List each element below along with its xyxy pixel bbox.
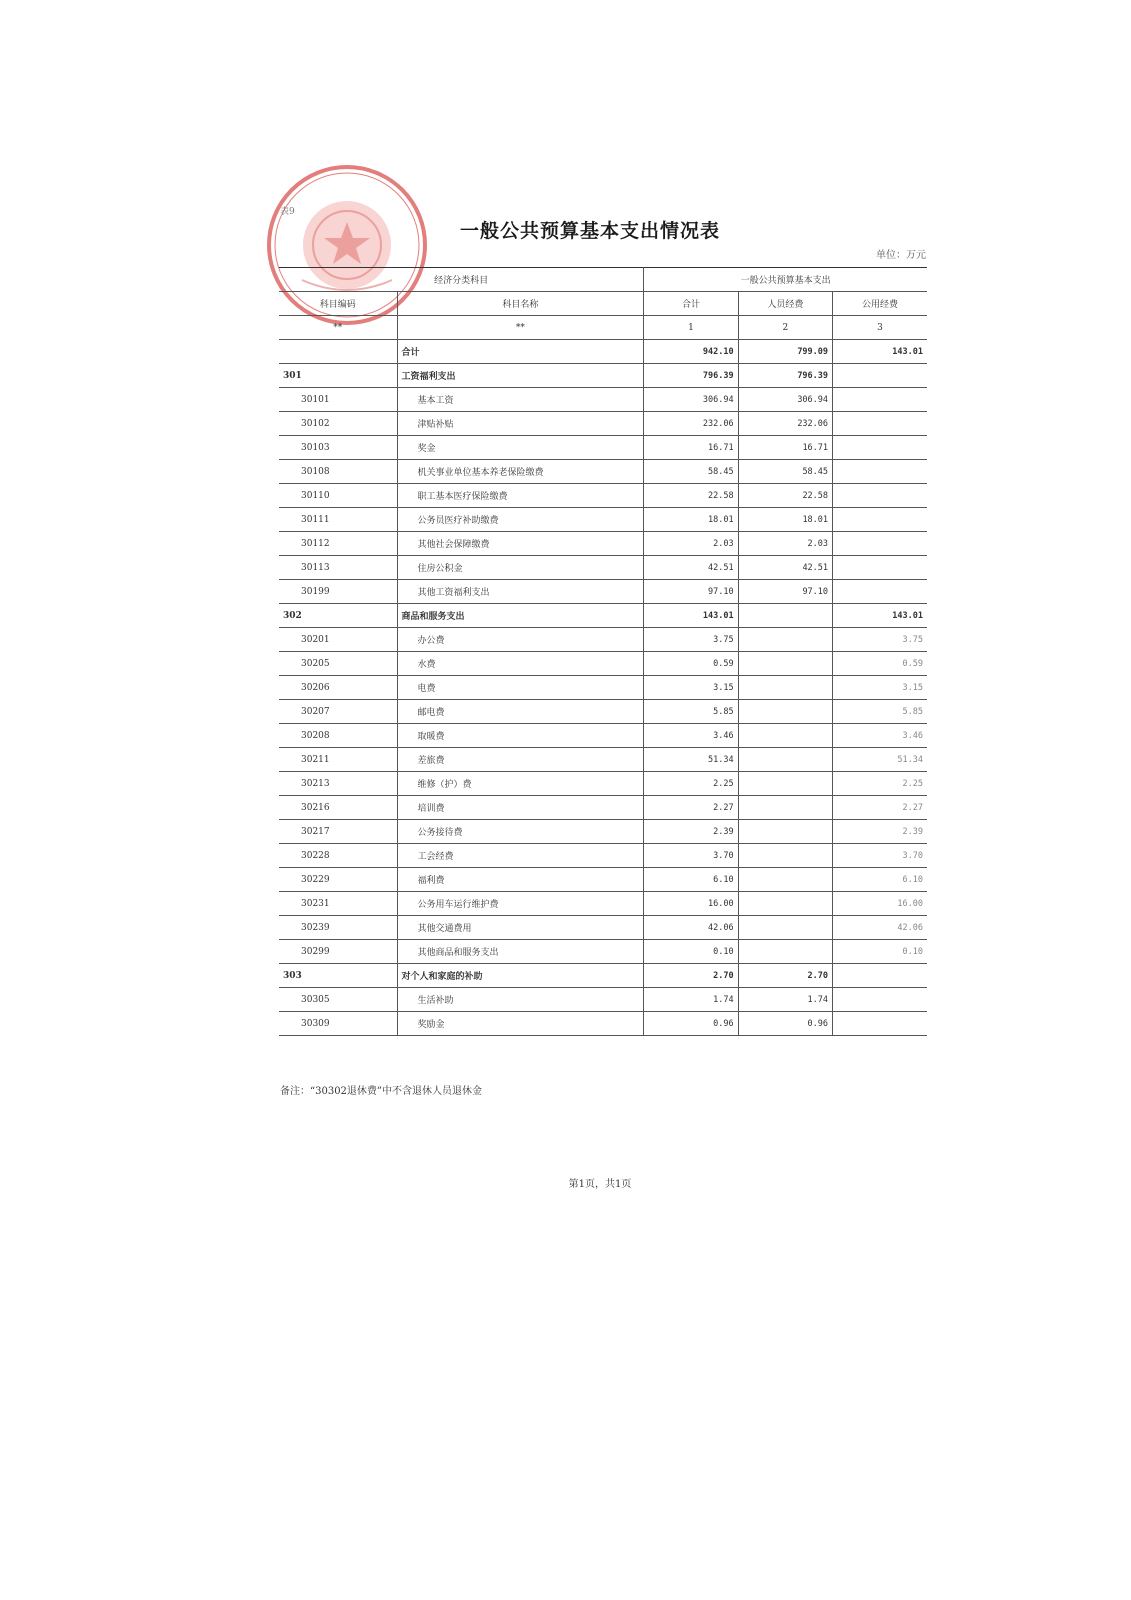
total-cell: 2.03 (644, 532, 738, 556)
total-personnel-cell: 799.09 (738, 340, 832, 364)
personnel-cell: 97.10 (738, 580, 832, 604)
total-cell: 0.96 (644, 1012, 738, 1036)
table-row (279, 412, 927, 436)
col-header-total: 合计 (644, 292, 738, 316)
public-cell (833, 988, 927, 1012)
code-cell: 301 (279, 364, 397, 388)
sheet-id: 表9 (280, 207, 295, 217)
code-cell: 30211 (279, 748, 397, 772)
personnel-cell (738, 700, 832, 724)
public-cell (833, 580, 927, 604)
name-cell: 基本工资 (397, 388, 644, 412)
name-cell: 其他商品和服务支出 (397, 940, 644, 964)
column-header-row (279, 292, 927, 316)
name-cell: 其他交通费用 (397, 916, 644, 940)
personnel-cell (738, 892, 832, 916)
page-number: 第1页，共1页 (568, 1179, 632, 1190)
page-title: 一般公共预算基本支出情况表 (459, 220, 720, 242)
name-cell: 福利费 (397, 868, 644, 892)
code-cell: 30103 (279, 436, 397, 460)
total-code-cell (279, 340, 397, 364)
group-header-row (279, 268, 927, 292)
total-cell: 58.45 (644, 460, 738, 484)
index-cell: ** (279, 316, 397, 340)
name-cell: 住房公积金 (397, 556, 644, 580)
index-row (279, 316, 927, 340)
total-cell: 232.06 (644, 412, 738, 436)
total-public-cell: 143.01 (833, 340, 927, 364)
total-cell: 5.85 (644, 700, 738, 724)
name-cell: 电费 (397, 676, 644, 700)
col-header-public: 公用经费 (833, 292, 927, 316)
total-cell: 0.10 (644, 940, 738, 964)
total-total-cell: 942.10 (644, 340, 738, 364)
table-row (279, 604, 927, 628)
public-cell: 3.15 (833, 676, 927, 700)
public-cell (833, 436, 927, 460)
public-cell: 2.27 (833, 796, 927, 820)
table-row (279, 1012, 927, 1036)
code-cell: 30239 (279, 916, 397, 940)
total-cell: 0.59 (644, 652, 738, 676)
total-name-cell: 合计 (397, 340, 644, 364)
code-cell: 30228 (279, 844, 397, 868)
table-row (279, 700, 927, 724)
public-cell (833, 412, 927, 436)
index-cell: ** (397, 316, 644, 340)
personnel-cell (738, 772, 832, 796)
code-cell: 30111 (279, 508, 397, 532)
personnel-cell (738, 676, 832, 700)
personnel-cell (738, 604, 832, 628)
name-cell: 维修（护）费 (397, 772, 644, 796)
code-cell: 302 (279, 604, 397, 628)
personnel-cell: 22.58 (738, 484, 832, 508)
name-cell: 公务接待费 (397, 820, 644, 844)
public-cell (833, 508, 927, 532)
index-cell: 2 (738, 316, 832, 340)
table-row (279, 748, 927, 772)
public-cell: 0.59 (833, 652, 927, 676)
table-row (279, 508, 927, 532)
total-cell: 3.70 (644, 844, 738, 868)
personnel-cell: 1.74 (738, 988, 832, 1012)
personnel-cell: 58.45 (738, 460, 832, 484)
code-cell: 30205 (279, 652, 397, 676)
table-row (279, 532, 927, 556)
public-cell (833, 388, 927, 412)
table-row (279, 916, 927, 940)
name-cell: 机关事业单位基本养老保险缴费 (397, 460, 644, 484)
name-cell: 其他社会保障缴费 (397, 532, 644, 556)
personnel-cell (738, 916, 832, 940)
total-cell: 42.51 (644, 556, 738, 580)
code-cell: 30112 (279, 532, 397, 556)
public-cell: 3.70 (833, 844, 927, 868)
personnel-cell (738, 820, 832, 844)
personnel-cell (738, 868, 832, 892)
footnote: 备注：“30302退休费”中不含退休人员退休金 (280, 1086, 483, 1097)
code-cell: 30217 (279, 820, 397, 844)
total-cell: 3.15 (644, 676, 738, 700)
code-cell: 30299 (279, 940, 397, 964)
table-row (279, 364, 927, 388)
code-cell: 30207 (279, 700, 397, 724)
code-cell: 30213 (279, 772, 397, 796)
total-cell: 2.27 (644, 796, 738, 820)
personnel-cell: 306.94 (738, 388, 832, 412)
table-row (279, 940, 927, 964)
total-cell: 2.39 (644, 820, 738, 844)
code-cell: 303 (279, 964, 397, 988)
code-cell: 30113 (279, 556, 397, 580)
total-cell: 306.94 (644, 388, 738, 412)
personnel-cell: 42.51 (738, 556, 832, 580)
public-cell (833, 1012, 927, 1036)
public-cell (833, 556, 927, 580)
table-row (279, 988, 927, 1012)
table-row (279, 628, 927, 652)
name-cell: 工资福利支出 (397, 364, 644, 388)
public-cell: 6.10 (833, 868, 927, 892)
public-cell (833, 460, 927, 484)
personnel-cell (738, 796, 832, 820)
total-cell: 22.58 (644, 484, 738, 508)
table-row (279, 820, 927, 844)
table-row (279, 892, 927, 916)
econ-group-header: 经济分类科目 (279, 268, 644, 292)
code-cell: 30110 (279, 484, 397, 508)
name-cell: 工会经费 (397, 844, 644, 868)
total-cell: 2.25 (644, 772, 738, 796)
personnel-cell (738, 844, 832, 868)
public-cell: 3.75 (833, 628, 927, 652)
name-cell: 水费 (397, 652, 644, 676)
total-cell: 796.39 (644, 364, 738, 388)
code-cell: 30229 (279, 868, 397, 892)
code-cell: 30206 (279, 676, 397, 700)
total-cell: 1.74 (644, 988, 738, 1012)
name-cell: 办公费 (397, 628, 644, 652)
total-cell: 3.46 (644, 724, 738, 748)
table-row (279, 556, 927, 580)
personnel-cell (738, 628, 832, 652)
table-row (279, 724, 927, 748)
name-cell: 奖金 (397, 436, 644, 460)
personnel-cell: 18.01 (738, 508, 832, 532)
public-cell: 51.34 (833, 748, 927, 772)
public-cell: 2.25 (833, 772, 927, 796)
total-cell: 51.34 (644, 748, 738, 772)
personnel-cell (738, 724, 832, 748)
total-cell: 143.01 (644, 604, 738, 628)
name-cell: 公务用车运行维护费 (397, 892, 644, 916)
table-row (279, 676, 927, 700)
personnel-cell: 16.71 (738, 436, 832, 460)
name-cell: 培训费 (397, 796, 644, 820)
name-cell: 邮电费 (397, 700, 644, 724)
public-cell: 3.46 (833, 724, 927, 748)
total-cell: 16.00 (644, 892, 738, 916)
personnel-cell: 0.96 (738, 1012, 832, 1036)
col-header-name: 科目名称 (397, 292, 644, 316)
public-cell: 2.39 (833, 820, 927, 844)
total-cell: 18.01 (644, 508, 738, 532)
name-cell: 生活补助 (397, 988, 644, 1012)
code-cell: 30309 (279, 1012, 397, 1036)
table-row (279, 652, 927, 676)
total-cell: 42.06 (644, 916, 738, 940)
public-cell: 143.01 (833, 604, 927, 628)
code-cell: 30216 (279, 796, 397, 820)
name-cell: 商品和服务支出 (397, 604, 644, 628)
total-row (279, 340, 927, 364)
code-cell: 30101 (279, 388, 397, 412)
personnel-cell (738, 652, 832, 676)
code-cell: 30102 (279, 412, 397, 436)
budget-group-header: 一般公共预算基本支出 (644, 268, 927, 292)
name-cell: 津贴补贴 (397, 412, 644, 436)
public-cell: 5.85 (833, 700, 927, 724)
table-row (279, 484, 927, 508)
name-cell: 差旅费 (397, 748, 644, 772)
total-cell: 97.10 (644, 580, 738, 604)
table-row (279, 796, 927, 820)
budget-table (279, 267, 927, 1036)
total-cell: 2.70 (644, 964, 738, 988)
table-row (279, 580, 927, 604)
personnel-cell: 232.06 (738, 412, 832, 436)
col-header-personnel: 人员经费 (738, 292, 832, 316)
code-cell: 30199 (279, 580, 397, 604)
table-row (279, 436, 927, 460)
name-cell: 公务员医疗补助缴费 (397, 508, 644, 532)
code-cell: 30108 (279, 460, 397, 484)
public-cell: 0.10 (833, 940, 927, 964)
total-cell: 3.75 (644, 628, 738, 652)
personnel-cell (738, 748, 832, 772)
table-row (279, 844, 927, 868)
name-cell: 职工基本医疗保险缴费 (397, 484, 644, 508)
index-cell: 1 (644, 316, 738, 340)
personnel-cell: 796.39 (738, 364, 832, 388)
total-cell: 6.10 (644, 868, 738, 892)
index-cell: 3 (833, 316, 927, 340)
table-row (279, 388, 927, 412)
code-cell: 30231 (279, 892, 397, 916)
public-cell: 42.06 (833, 916, 927, 940)
public-cell (833, 964, 927, 988)
table-row (279, 964, 927, 988)
table-row (279, 868, 927, 892)
col-header-code: 科目编码 (279, 292, 397, 316)
code-cell: 30208 (279, 724, 397, 748)
public-cell (833, 484, 927, 508)
unit-label: 单位：万元 (876, 250, 926, 261)
public-cell: 16.00 (833, 892, 927, 916)
name-cell: 取暖费 (397, 724, 644, 748)
name-cell: 对个人和家庭的补助 (397, 964, 644, 988)
personnel-cell: 2.70 (738, 964, 832, 988)
name-cell: 奖励金 (397, 1012, 644, 1036)
budget-table-body (279, 340, 927, 1036)
table-row (279, 460, 927, 484)
code-cell: 30201 (279, 628, 397, 652)
table-row (279, 772, 927, 796)
personnel-cell: 2.03 (738, 532, 832, 556)
total-cell: 16.71 (644, 436, 738, 460)
name-cell: 其他工资福利支出 (397, 580, 644, 604)
code-cell: 30305 (279, 988, 397, 1012)
personnel-cell (738, 940, 832, 964)
public-cell (833, 364, 927, 388)
public-cell (833, 532, 927, 556)
